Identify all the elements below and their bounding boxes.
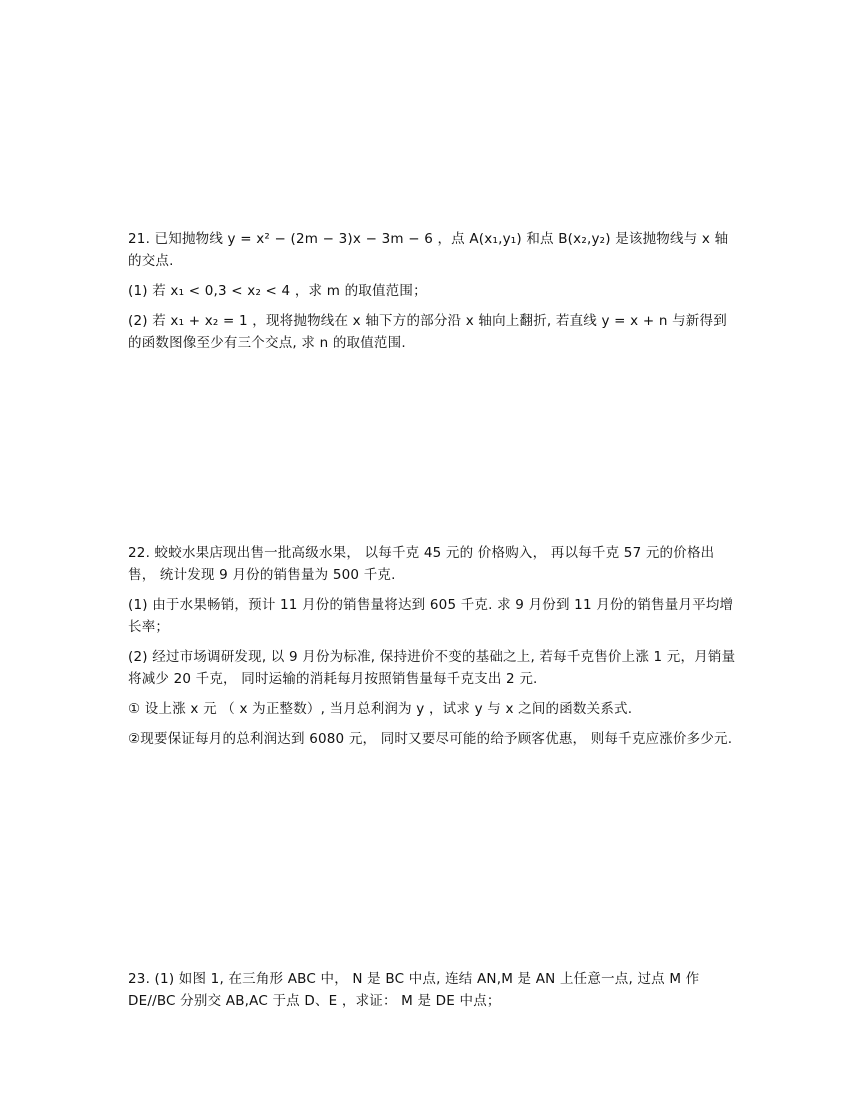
question-22 bbox=[128, 542, 738, 758]
question-21 bbox=[128, 228, 738, 362]
question-23-part-1: 23. (1) 如图 1, 在三角形 ABC 中， N 是 BC 中点, 连结 AN,M 是 AN 上任意一点, 过点 M 作 DE//BC 分别交 AB,AC 于点 D、E ，求证： M 是 DE 中点； bbox=[128, 971, 700, 1009]
question-22-stem: 22. 蛟蛟水果店现出售一批高级水果， 以每千克 45 元的 价格购入， 再以每千克 57 元的价格出售， 统计发现 9 月份的销售量为 500 千克. bbox=[128, 545, 715, 583]
question-21-stem: 21. 已知抛物线 y = x² − (2m − 3)x − 3m − 6 ，点 A(x₁,y₁) 和点 B(x₂,y₂) 是该抛物线与 x 轴的交点. bbox=[128, 231, 729, 269]
question-21-part-2: (2) 若 x₁ + x₂ = 1 ，现将抛物线在 x 轴下方的部分沿 x 轴向上翻折, 若直线 y = x + n 与新得到的函数图像至少有三个交点, 求 n 的取值范围. bbox=[128, 313, 727, 351]
question-22-part-2: (2) 经过市场调研发现, 以 9 月份为标准, 保持进价不变的基础之上, 若每千克售价上涨 1 元，月销量将减少 20 千克， 同时运输的消耗每月按照销售量每千克支出 2 元. bbox=[128, 649, 736, 687]
question-22-part-2-sub-2: ②现要保证每月的总利润达到 6080 元， 同时又要尽可能的给予顾客优惠， 则每千克应涨价多少元. bbox=[128, 731, 733, 747]
question-22-part-2-sub-1: ① 设上涨 x 元 （ x 为正整数）, 当月总利润为 y ，试求 y 与 x 之间的函数关系式. bbox=[128, 701, 633, 717]
question-22-part-1: (1) 由于水果畅销，预计 11 月份的销售量将达到 605 千克. 求 9 月份到 11 月份的销售量月平均增长率； bbox=[128, 597, 734, 635]
question-23 bbox=[128, 968, 738, 1020]
question-21-part-1: (1) 若 x₁ < 0,3 < x₂ < 4 ，求 m 的取值范围； bbox=[128, 283, 427, 299]
